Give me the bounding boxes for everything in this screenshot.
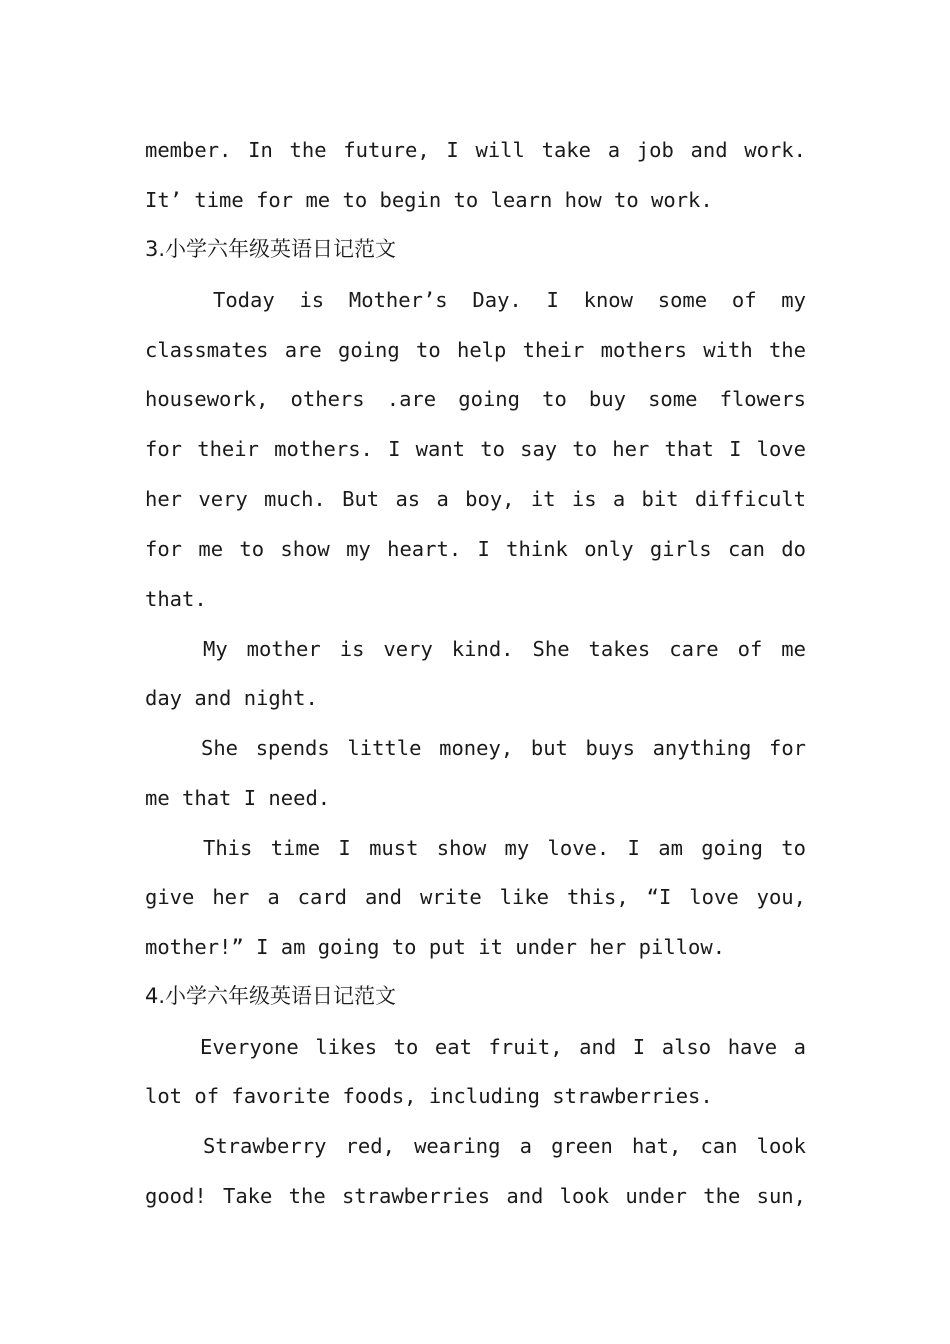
- section-heading: 4.小学六年级英语日记范文: [145, 984, 397, 1008]
- text-line: for me to show my heart. I think only girls can do: [145, 537, 806, 561]
- text-line: It’ time for me to begin to learn how to work.: [145, 188, 713, 212]
- paragraph-first-line: This time I must show my love. I am going to: [203, 836, 806, 860]
- text-line: for their mothers. I want to say to her that I love: [145, 437, 806, 461]
- text-line: give her a card and write like this, “I love you,: [145, 885, 806, 909]
- text-line: lot of favorite foods, including strawberries.: [145, 1084, 713, 1108]
- paragraph-first-line: She spends little money, but buys anything for: [201, 736, 806, 760]
- text-line: mother!” I am going to put it under her pillow.: [145, 935, 726, 959]
- text-line: good! Take the strawberries and look under the sun,: [145, 1184, 806, 1208]
- text-line: that.: [145, 587, 207, 611]
- paragraph-first-line: Today is Mother’s Day. I know some of my: [213, 288, 806, 312]
- section-heading: 3.小学六年级英语日记范文: [145, 237, 397, 261]
- paragraph-first-line: My mother is very kind. She takes care of me: [203, 637, 806, 661]
- paragraph-first-line: Strawberry red, wearing a green hat, can look: [203, 1134, 806, 1158]
- text-line: day and night.: [145, 686, 318, 710]
- text-line: her very much. But as a boy, it is a bit difficult: [145, 487, 806, 511]
- text-line: classmates are going to help their mothers with the: [145, 338, 806, 362]
- text-line: member. In the future, I will take a job and work.: [145, 138, 806, 162]
- paragraph-first-line: Everyone likes to eat fruit, and I also have a: [200, 1035, 806, 1059]
- text-line: housework, others .are going to buy some flowers: [145, 387, 806, 411]
- text-line: me that I need.: [145, 786, 331, 810]
